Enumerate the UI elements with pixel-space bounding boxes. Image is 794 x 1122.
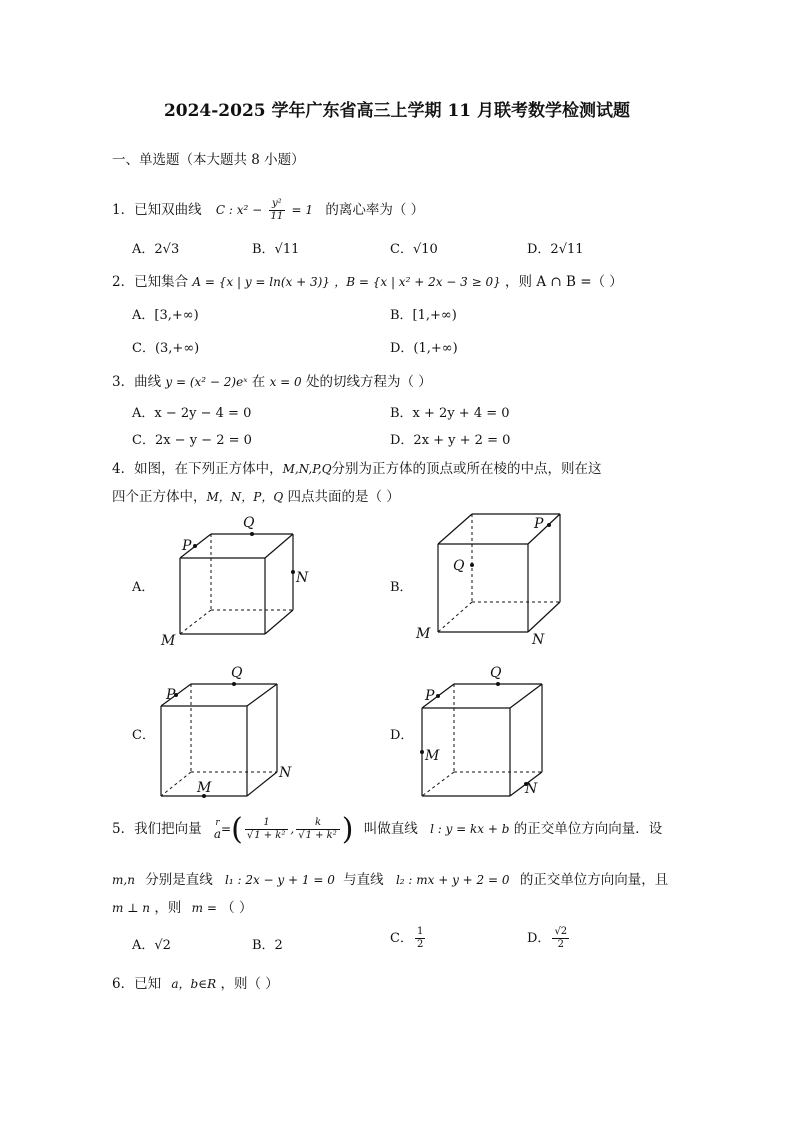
q2-stem-text: 2．已知集合 xyxy=(112,274,189,290)
q4-option-c-label: C． xyxy=(132,728,155,743)
q2-set-a: A = {x | y = ln(x + 3)} xyxy=(192,275,330,289)
question-5-line-3 xyxy=(112,896,252,916)
q5-line3-a: ，则 xyxy=(154,900,182,916)
q5-fraction-2: $\frac{k}{\text{√1 + k²}}$ xyxy=(296,817,340,842)
q3-stem-text: 3．曲线 xyxy=(112,374,162,390)
q5-option-d-den: 2 xyxy=(557,939,564,950)
q5-line2-b: 与直线 xyxy=(343,872,384,888)
cube-b-label-p: P xyxy=(534,516,544,532)
cube-c-label-q: Q xyxy=(231,665,243,681)
q2-option-b: B．[1,+∞) xyxy=(390,308,457,323)
q6-tail: ，则（ ） xyxy=(220,976,279,992)
cube-c-label-m: M xyxy=(197,780,212,796)
q5-line1-b: 叫做直线 xyxy=(363,821,418,837)
cube-a-label-n: N xyxy=(296,570,309,586)
q5-vector-symbol: a xyxy=(213,827,222,841)
q5-option-a: A．√2 xyxy=(132,938,171,953)
q5-line2-c: 的正交单位方向向量，且 xyxy=(519,872,669,888)
q2-option-c: C．(3,+∞) xyxy=(132,341,200,356)
q1-curve-lhs: C : x² − xyxy=(215,203,263,217)
q1-curve-rhs: = 1 xyxy=(291,203,314,217)
q5-vector-a xyxy=(214,819,221,840)
question-5-line-2 xyxy=(112,868,668,888)
cube-figure-a xyxy=(155,510,315,650)
q5-vectors-mn: m,n xyxy=(112,873,135,887)
q5-line1-c: 的正交单位方向向量．设 xyxy=(513,821,663,837)
q5-option-c-num: 1 xyxy=(416,926,424,937)
question-2-stem xyxy=(112,270,623,290)
q5-option-c xyxy=(390,926,427,951)
q5-m-eq: m = xyxy=(191,901,217,915)
q3-point: x = 0 xyxy=(269,375,302,389)
q3-curve: y = (x² − 2)eˣ xyxy=(165,375,248,389)
q5-line-l: l : y = kx + b xyxy=(430,822,510,836)
q5-vector-accent: r xyxy=(215,818,220,828)
q3-option-b: B．x + 2y + 4 = 0 xyxy=(390,406,510,421)
q5-line2-a: 分别是直线 xyxy=(145,872,213,888)
q5-f1-num: 1 xyxy=(245,817,289,830)
cube-c-label-n: N xyxy=(279,765,292,781)
q1-frac-num: y² xyxy=(269,198,286,211)
question-4-line-1 xyxy=(112,457,602,477)
q6-condition: a，b∈R xyxy=(171,977,217,991)
q2-option-a: A．[3,+∞) xyxy=(132,308,199,323)
q4-option-d-label: D． xyxy=(390,728,414,743)
q5-f2-den: 1 + k² xyxy=(305,830,337,841)
cube-figure-c xyxy=(155,660,315,805)
q3-tail: 处的切线方程为（ ） xyxy=(305,374,432,390)
q5-f2-num: k xyxy=(296,817,340,830)
q3-mid: 在 xyxy=(251,374,266,390)
q1-frac-den: 11 xyxy=(270,211,284,222)
q5-option-d-label: D． xyxy=(527,931,551,946)
cube-b-label-m: M xyxy=(416,626,431,642)
cube-d-label-p: P xyxy=(425,688,435,704)
question-5-line-1: 5．我们把向量 r a =( $\frac{1}{\text{√1 + k²}}$ , $\frac{k}{\text{√1 + k²}}$ ) 叫做直线 l : y = kx + b 的正交单位方向向量．设 xyxy=(112,812,663,847)
q1-option-b: B．√11 xyxy=(252,242,300,257)
q5-option-d-num: √2 xyxy=(554,926,568,937)
cube-figure-d xyxy=(412,660,572,805)
q2-option-d: D．(1,+∞) xyxy=(390,341,458,356)
q1-stem-text: 1．已知双曲线 xyxy=(112,202,202,218)
q5-line-l2: l₂ : mx + y + 2 = 0 xyxy=(395,873,510,887)
q5-line3-b: （ ） xyxy=(221,900,253,916)
q4-line1-b: 分别为正方体的顶点或所在棱的中点，则在这 xyxy=(331,461,602,477)
q4-option-b-label: B． xyxy=(390,580,413,595)
question-6-stem xyxy=(112,972,279,992)
q2-tail: ，则 A ∩ B =（ ） xyxy=(505,274,623,290)
cube-figure-b xyxy=(412,508,582,653)
q2-set-b: ，B = {x | x² + 2x − 3 ≥ 0} xyxy=(334,275,501,289)
q3-option-c: C．2x − y − 2 = 0 xyxy=(132,433,252,448)
q5-option-c-den: 2 xyxy=(416,939,424,950)
q1-fraction xyxy=(269,198,286,223)
q4-line1-a: 4．如图，在下列正方体中， xyxy=(112,461,283,477)
question-1-stem xyxy=(112,198,424,223)
q5-line1-a: 5．我们把向量 xyxy=(112,821,202,837)
question-3-stem xyxy=(112,370,432,390)
cube-a-label-m: M xyxy=(161,633,176,649)
q1-tail: 的离心率为（ ） xyxy=(325,202,425,218)
q5-option-c-fraction xyxy=(415,926,425,951)
q5-f1-den: 1 + k² xyxy=(254,830,286,841)
q1-option-d: D．2√11 xyxy=(527,242,584,257)
q1-option-a: A．2√3 xyxy=(132,242,180,257)
question-4-line-2 xyxy=(112,485,400,505)
q3-option-d: D．2x + y + 2 = 0 xyxy=(390,433,511,448)
cube-d-label-m: M xyxy=(425,748,440,764)
q4-line2-points: M，N，P，Q xyxy=(206,490,284,504)
q5-option-b: B．2 xyxy=(252,938,283,953)
q5-line-l1: l₁ : 2x − y + 1 = 0 xyxy=(225,873,335,887)
q5-perp: m ⊥ n xyxy=(112,901,151,915)
page-title: 2024-2025 学年广东省高三上学期 11 月联考数学检测试题 xyxy=(163,101,631,121)
q1-option-c: C．√10 xyxy=(390,242,438,257)
q6-stem-text: 6．已知 xyxy=(112,976,162,992)
q4-line1-points: M,N,P,Q xyxy=(282,462,332,476)
q4-option-a-label: A． xyxy=(132,580,155,595)
cube-d-label-n: N xyxy=(525,781,538,797)
cube-d-label-q: Q xyxy=(490,665,502,681)
cube-b-label-n: N xyxy=(532,632,545,648)
q5-option-d xyxy=(527,926,571,951)
q5-option-d-fraction xyxy=(552,926,569,951)
q4-line2-a: 四个正方体中， xyxy=(112,489,207,505)
q5-fraction-1: $\frac{1}{\text{√1 + k²}}$ xyxy=(245,817,289,842)
section-heading: 一、单选题（本大题共 8 小题） xyxy=(112,152,305,168)
cube-b-label-q: Q xyxy=(453,558,465,574)
cube-a-label-q: Q xyxy=(243,515,255,531)
q3-option-a: A．x − 2y − 4 = 0 xyxy=(132,406,252,421)
cube-c-label-p: P xyxy=(166,687,176,703)
q5-option-c-label: C． xyxy=(390,931,413,946)
q4-line2-b: 四点共面的是（ ） xyxy=(287,489,400,505)
cube-a-label-p: P xyxy=(182,538,192,554)
